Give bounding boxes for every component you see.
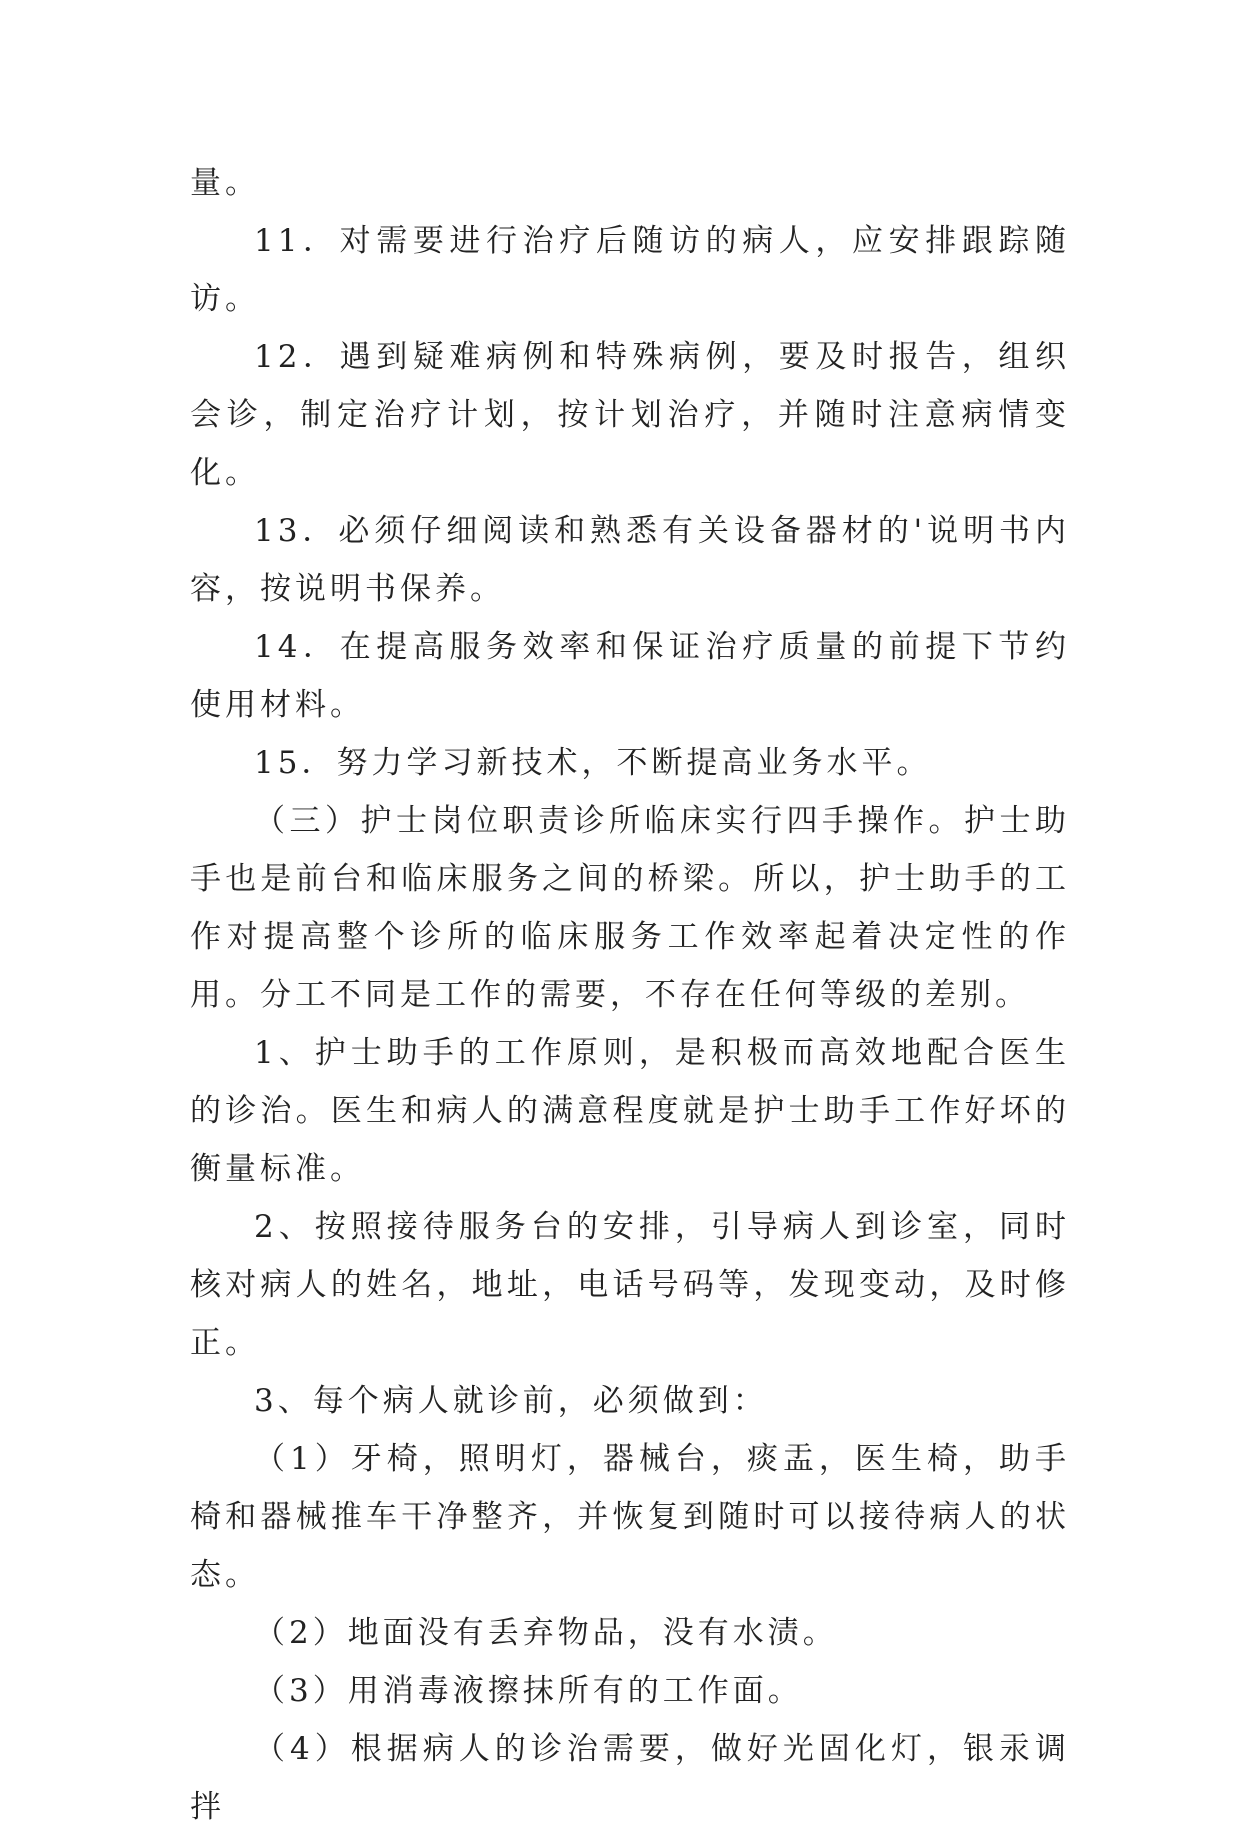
paragraph-section-nurse-duties: （三）护士岗位职责诊所临床实行四手操作。护士助手也是前台和临床服务之间的桥梁。所以，护士助手的工作对提高整个诊所的临床服务工作效率起着决定性的作用。分工不同是工作的需要，不存在任何等级的差别。	[190, 803, 1070, 1013]
paragraph-subitem-2: （2）地面没有丢弃物品，没有水渍。	[254, 1615, 838, 1651]
paragraph-nurse-item-1: 1、护士助手的工作原则，是积极而高效地配合医生的诊治。医生和病人的满意程度就是护士助手工作好坏的衡量标准。	[190, 1035, 1070, 1187]
paragraph-subitem-1: （1）牙椅，照明灯，器械台，痰盂，医生椅，助手椅和器械推车干净整齐，并恢复到随时可以接待病人的状态。	[190, 1441, 1070, 1593]
document-body	[190, 154, 1070, 1836]
paragraph-item-12: 12．遇到疑难病例和特殊病例，要及时报告，组织会诊，制定治疗计划，按计划治疗，并随时注意病情变化。	[190, 339, 1070, 491]
paragraph-item-13: 13．必须仔细阅读和熟悉有关设备器材的'说明书内容，按说明书保养。	[190, 513, 1070, 607]
paragraph-subitem-3: （3）用消毒液擦抹所有的工作面。	[254, 1673, 803, 1709]
paragraph-subitem-4: （4）根据病人的诊治需要，做好光固化灯，银汞调拌	[190, 1731, 1070, 1825]
paragraph-continuation: 量。	[190, 165, 260, 201]
paragraph-item-15: 15．努力学习新技术，不断提高业务水平。	[254, 745, 932, 781]
paragraph-item-11: 11．对需要进行治疗后随访的病人，应安排跟踪随访。	[190, 223, 1070, 317]
paragraph-nurse-item-2: 2、按照接待服务台的安排，引导病人到诊室，同时核对病人的姓名，地址，电话号码等，发现变动，及时修正。	[190, 1209, 1070, 1361]
paragraph-nurse-item-3: 3、每个病人就诊前，必须做到：	[254, 1383, 768, 1419]
paragraph-item-14: 14．在提高服务效率和保证治疗质量的前提下节约使用材料。	[190, 629, 1070, 723]
